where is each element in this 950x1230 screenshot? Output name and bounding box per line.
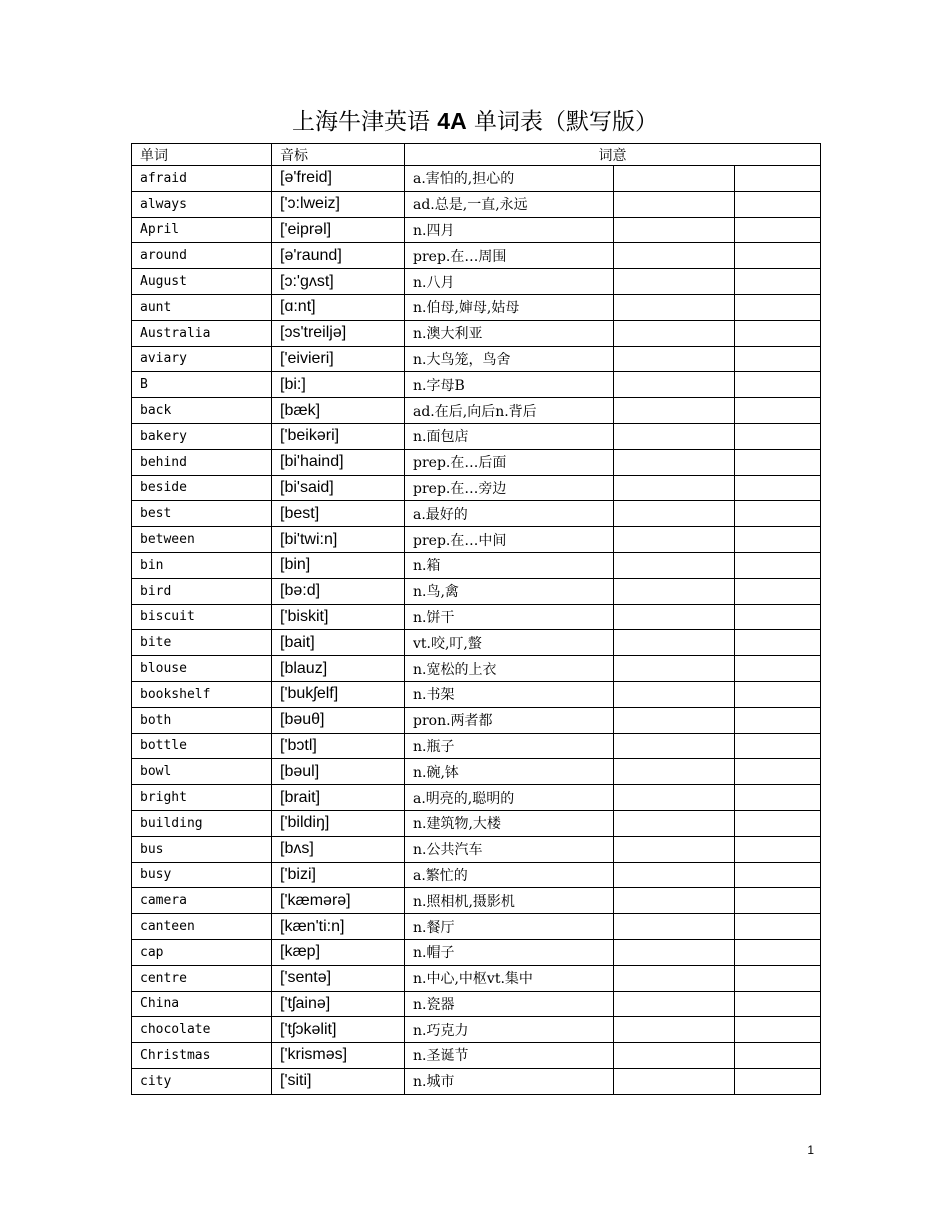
meaning-cell: a.明亮的,聪明的: [405, 785, 614, 811]
word-cell: chocolate: [132, 1017, 272, 1043]
meaning-cell: a.繁忙的: [405, 862, 614, 888]
word-cell: bookshelf: [132, 681, 272, 707]
phonetic-cell: ['bildiŋ]: [272, 810, 405, 836]
blank-answer-cell: [614, 166, 735, 192]
blank-answer-cell: [735, 965, 821, 991]
blank-answer-cell: [735, 191, 821, 217]
phonetic-cell: [bi'haind]: [272, 449, 405, 475]
table-body: [132, 166, 821, 1095]
word-cell: beside: [132, 475, 272, 501]
table-row: [132, 707, 821, 733]
word-cell: Australia: [132, 320, 272, 346]
table-row: [132, 243, 821, 269]
blank-answer-cell: [735, 423, 821, 449]
phonetic-cell: [bəuθ]: [272, 707, 405, 733]
word-cell: cap: [132, 939, 272, 965]
phonetic-cell: [ə'freid]: [272, 166, 405, 192]
meaning-cell: n.巧克力: [405, 1017, 614, 1043]
blank-answer-cell: [735, 939, 821, 965]
meaning-cell: vt.咬,叮,螫: [405, 630, 614, 656]
phonetic-cell: ['bizi]: [272, 862, 405, 888]
word-cell: August: [132, 269, 272, 295]
table-row: [132, 294, 821, 320]
blank-answer-cell: [735, 346, 821, 372]
meaning-cell: a.最好的: [405, 501, 614, 527]
word-cell: aunt: [132, 294, 272, 320]
meaning-cell: n.帽子: [405, 939, 614, 965]
meaning-cell: n.大鸟笼，鸟舍: [405, 346, 614, 372]
table-row: [132, 475, 821, 501]
blank-answer-cell: [614, 217, 735, 243]
blank-answer-cell: [614, 939, 735, 965]
blank-answer-cell: [735, 604, 821, 630]
blank-answer-cell: [614, 1017, 735, 1043]
meaning-cell: n.建筑物,大楼: [405, 810, 614, 836]
table-row: [132, 166, 821, 192]
table-row: [132, 552, 821, 578]
blank-answer-cell: [735, 836, 821, 862]
meaning-cell: n.瓶子: [405, 733, 614, 759]
title-suffix: 单词表（默写版）: [466, 109, 659, 135]
table-row: [132, 1068, 821, 1094]
meaning-cell: n.澳大利亚: [405, 320, 614, 346]
phonetic-cell: [bæk]: [272, 398, 405, 424]
table-row: [132, 501, 821, 527]
meaning-cell: n.城市: [405, 1068, 614, 1094]
blank-answer-cell: [735, 630, 821, 656]
blank-answer-cell: [614, 785, 735, 811]
page-title: [0, 106, 950, 137]
blank-answer-cell: [614, 1068, 735, 1094]
meaning-cell: n.书架: [405, 681, 614, 707]
blank-answer-cell: [614, 707, 735, 733]
table-row: [132, 888, 821, 914]
meaning-cell: n.四月: [405, 217, 614, 243]
blank-answer-cell: [614, 372, 735, 398]
table-row: [132, 320, 821, 346]
blank-answer-cell: [735, 1068, 821, 1094]
word-cell: bin: [132, 552, 272, 578]
blank-answer-cell: [614, 810, 735, 836]
word-cell: B: [132, 372, 272, 398]
table-row: [132, 423, 821, 449]
word-cell: aviary: [132, 346, 272, 372]
word-cell: biscuit: [132, 604, 272, 630]
phonetic-cell: ['siti]: [272, 1068, 405, 1094]
word-cell: China: [132, 991, 272, 1017]
blank-answer-cell: [735, 501, 821, 527]
blank-answer-cell: [735, 1017, 821, 1043]
meaning-cell: prep.在…旁边: [405, 475, 614, 501]
table-row: [132, 862, 821, 888]
meaning-cell: n.鸟,禽: [405, 578, 614, 604]
phonetic-cell: [bi'said]: [272, 475, 405, 501]
blank-answer-cell: [735, 733, 821, 759]
meaning-cell: n.瓷器: [405, 991, 614, 1017]
phonetic-cell: [brait]: [272, 785, 405, 811]
blank-answer-cell: [614, 294, 735, 320]
phonetic-cell: ['bɔtl]: [272, 733, 405, 759]
phonetic-cell: ['biskit]: [272, 604, 405, 630]
page-number: 1: [807, 1143, 814, 1157]
blank-answer-cell: [735, 991, 821, 1017]
word-cell: always: [132, 191, 272, 217]
phonetic-cell: [kæn'ti:n]: [272, 914, 405, 940]
blank-answer-cell: [735, 914, 821, 940]
blank-answer-cell: [614, 1043, 735, 1069]
word-cell: camera: [132, 888, 272, 914]
word-cell: bird: [132, 578, 272, 604]
word-cell: between: [132, 527, 272, 553]
title-grade: 4A: [437, 108, 467, 134]
phonetic-cell: ['ɔ:lweiz]: [272, 191, 405, 217]
blank-answer-cell: [614, 501, 735, 527]
meaning-cell: prep.在…周围: [405, 243, 614, 269]
word-cell: both: [132, 707, 272, 733]
meaning-cell: n.面包店: [405, 423, 614, 449]
meaning-cell: n.伯母,婶母,姑母: [405, 294, 614, 320]
phonetic-cell: [bə:d]: [272, 578, 405, 604]
meaning-cell: n.中心,中枢vt.集中: [405, 965, 614, 991]
meaning-cell: n.照相机,摄影机: [405, 888, 614, 914]
blank-answer-cell: [614, 656, 735, 682]
table-row: [132, 733, 821, 759]
word-cell: April: [132, 217, 272, 243]
meaning-cell: n.宽松的上衣: [405, 656, 614, 682]
phonetic-cell: ['bukʃelf]: [272, 681, 405, 707]
blank-answer-cell: [735, 759, 821, 785]
phonetic-cell: ['eiprəl]: [272, 217, 405, 243]
blank-answer-cell: [735, 552, 821, 578]
meaning-cell: ad.总是,一直,永远: [405, 191, 614, 217]
blank-answer-cell: [614, 346, 735, 372]
phonetic-cell: [best]: [272, 501, 405, 527]
table-row: [132, 914, 821, 940]
table-row: [132, 1043, 821, 1069]
word-cell: canteen: [132, 914, 272, 940]
table-row: [132, 836, 821, 862]
blank-answer-cell: [735, 320, 821, 346]
word-cell: around: [132, 243, 272, 269]
blank-answer-cell: [614, 991, 735, 1017]
blank-answer-cell: [614, 552, 735, 578]
phonetic-cell: [blauz]: [272, 656, 405, 682]
word-cell: Christmas: [132, 1043, 272, 1069]
phonetic-cell: [ɑ:nt]: [272, 294, 405, 320]
table-row: [132, 449, 821, 475]
table-row: [132, 656, 821, 682]
table-row: [132, 759, 821, 785]
blank-answer-cell: [735, 372, 821, 398]
blank-answer-cell: [735, 243, 821, 269]
phonetic-cell: [ɔ:'gʌst]: [272, 269, 405, 295]
phonetic-cell: ['kæmərə]: [272, 888, 405, 914]
blank-answer-cell: [614, 191, 735, 217]
blank-answer-cell: [735, 888, 821, 914]
blank-answer-cell: [614, 836, 735, 862]
phonetic-cell: ['krisməs]: [272, 1043, 405, 1069]
blank-answer-cell: [614, 965, 735, 991]
blank-answer-cell: [614, 269, 735, 295]
phonetic-cell: ['tʃɔkəlit]: [272, 1017, 405, 1043]
meaning-cell: a.害怕的,担心的: [405, 166, 614, 192]
blank-answer-cell: [614, 578, 735, 604]
phonetic-cell: [ɔs'treiljə]: [272, 320, 405, 346]
table-row: [132, 681, 821, 707]
word-cell: behind: [132, 449, 272, 475]
blank-answer-cell: [614, 914, 735, 940]
blank-answer-cell: [614, 733, 735, 759]
table-row: [132, 630, 821, 656]
phonetic-cell: [kæp]: [272, 939, 405, 965]
phonetic-cell: [bi'twi:n]: [272, 527, 405, 553]
word-cell: blouse: [132, 656, 272, 682]
phonetic-cell: ['tʃainə]: [272, 991, 405, 1017]
blank-answer-cell: [735, 217, 821, 243]
meaning-cell: n.餐厅: [405, 914, 614, 940]
meaning-cell: pron.两者都: [405, 707, 614, 733]
phonetic-cell: [bin]: [272, 552, 405, 578]
table-row: [132, 991, 821, 1017]
blank-answer-cell: [614, 423, 735, 449]
phonetic-cell: [bi:]: [272, 372, 405, 398]
blank-answer-cell: [614, 888, 735, 914]
word-cell: bowl: [132, 759, 272, 785]
blank-answer-cell: [735, 398, 821, 424]
word-cell: bite: [132, 630, 272, 656]
meaning-cell: n.公共汽车: [405, 836, 614, 862]
blank-answer-cell: [735, 707, 821, 733]
table-row: [132, 191, 821, 217]
meaning-cell: n.圣诞节: [405, 1043, 614, 1069]
blank-answer-cell: [735, 681, 821, 707]
header-word: 单词: [132, 144, 272, 166]
title-prefix: 上海牛津英语: [291, 109, 438, 135]
phonetic-cell: [ə'raund]: [272, 243, 405, 269]
meaning-cell: prep.在…后面: [405, 449, 614, 475]
blank-answer-cell: [735, 1043, 821, 1069]
blank-answer-cell: [614, 527, 735, 553]
phonetic-cell: [bʌs]: [272, 836, 405, 862]
header-phonetic: 音标: [272, 144, 405, 166]
blank-answer-cell: [735, 785, 821, 811]
blank-answer-cell: [735, 294, 821, 320]
word-cell: bright: [132, 785, 272, 811]
blank-answer-cell: [735, 449, 821, 475]
table-row: [132, 1017, 821, 1043]
blank-answer-cell: [614, 759, 735, 785]
blank-answer-cell: [735, 656, 821, 682]
table-row: [132, 269, 821, 295]
word-cell: building: [132, 810, 272, 836]
phonetic-cell: ['sentə]: [272, 965, 405, 991]
blank-answer-cell: [614, 862, 735, 888]
blank-answer-cell: [735, 269, 821, 295]
table-row: [132, 810, 821, 836]
word-cell: back: [132, 398, 272, 424]
table-row: [132, 939, 821, 965]
blank-answer-cell: [735, 810, 821, 836]
meaning-cell: n.箱: [405, 552, 614, 578]
table-row: [132, 965, 821, 991]
vocabulary-table: [131, 143, 821, 1095]
blank-answer-cell: [614, 398, 735, 424]
table-row: [132, 578, 821, 604]
blank-answer-cell: [614, 604, 735, 630]
blank-answer-cell: [735, 578, 821, 604]
word-cell: afraid: [132, 166, 272, 192]
meaning-cell: prep.在…中间: [405, 527, 614, 553]
blank-answer-cell: [735, 527, 821, 553]
table-row: [132, 346, 821, 372]
word-cell: bottle: [132, 733, 272, 759]
word-cell: city: [132, 1068, 272, 1094]
header-meaning: 词意: [405, 144, 821, 166]
word-cell: busy: [132, 862, 272, 888]
blank-answer-cell: [614, 243, 735, 269]
blank-answer-cell: [735, 862, 821, 888]
table-header-row: [132, 144, 821, 166]
meaning-cell: n.饼干: [405, 604, 614, 630]
table-row: [132, 604, 821, 630]
meaning-cell: n.字母B: [405, 372, 614, 398]
word-cell: bus: [132, 836, 272, 862]
blank-answer-cell: [735, 166, 821, 192]
table-row: [132, 217, 821, 243]
table-row: [132, 372, 821, 398]
meaning-cell: n.八月: [405, 269, 614, 295]
phonetic-cell: ['eivieri]: [272, 346, 405, 372]
blank-answer-cell: [735, 475, 821, 501]
word-cell: bakery: [132, 423, 272, 449]
word-cell: best: [132, 501, 272, 527]
table-row: [132, 527, 821, 553]
blank-answer-cell: [614, 681, 735, 707]
word-cell: centre: [132, 965, 272, 991]
phonetic-cell: [bəul]: [272, 759, 405, 785]
table-row: [132, 398, 821, 424]
phonetic-cell: ['beikəri]: [272, 423, 405, 449]
meaning-cell: ad.在后,向后n.背后: [405, 398, 614, 424]
blank-answer-cell: [614, 320, 735, 346]
blank-answer-cell: [614, 449, 735, 475]
phonetic-cell: [bait]: [272, 630, 405, 656]
table-row: [132, 785, 821, 811]
blank-answer-cell: [614, 630, 735, 656]
meaning-cell: n.碗,钵: [405, 759, 614, 785]
blank-answer-cell: [614, 475, 735, 501]
